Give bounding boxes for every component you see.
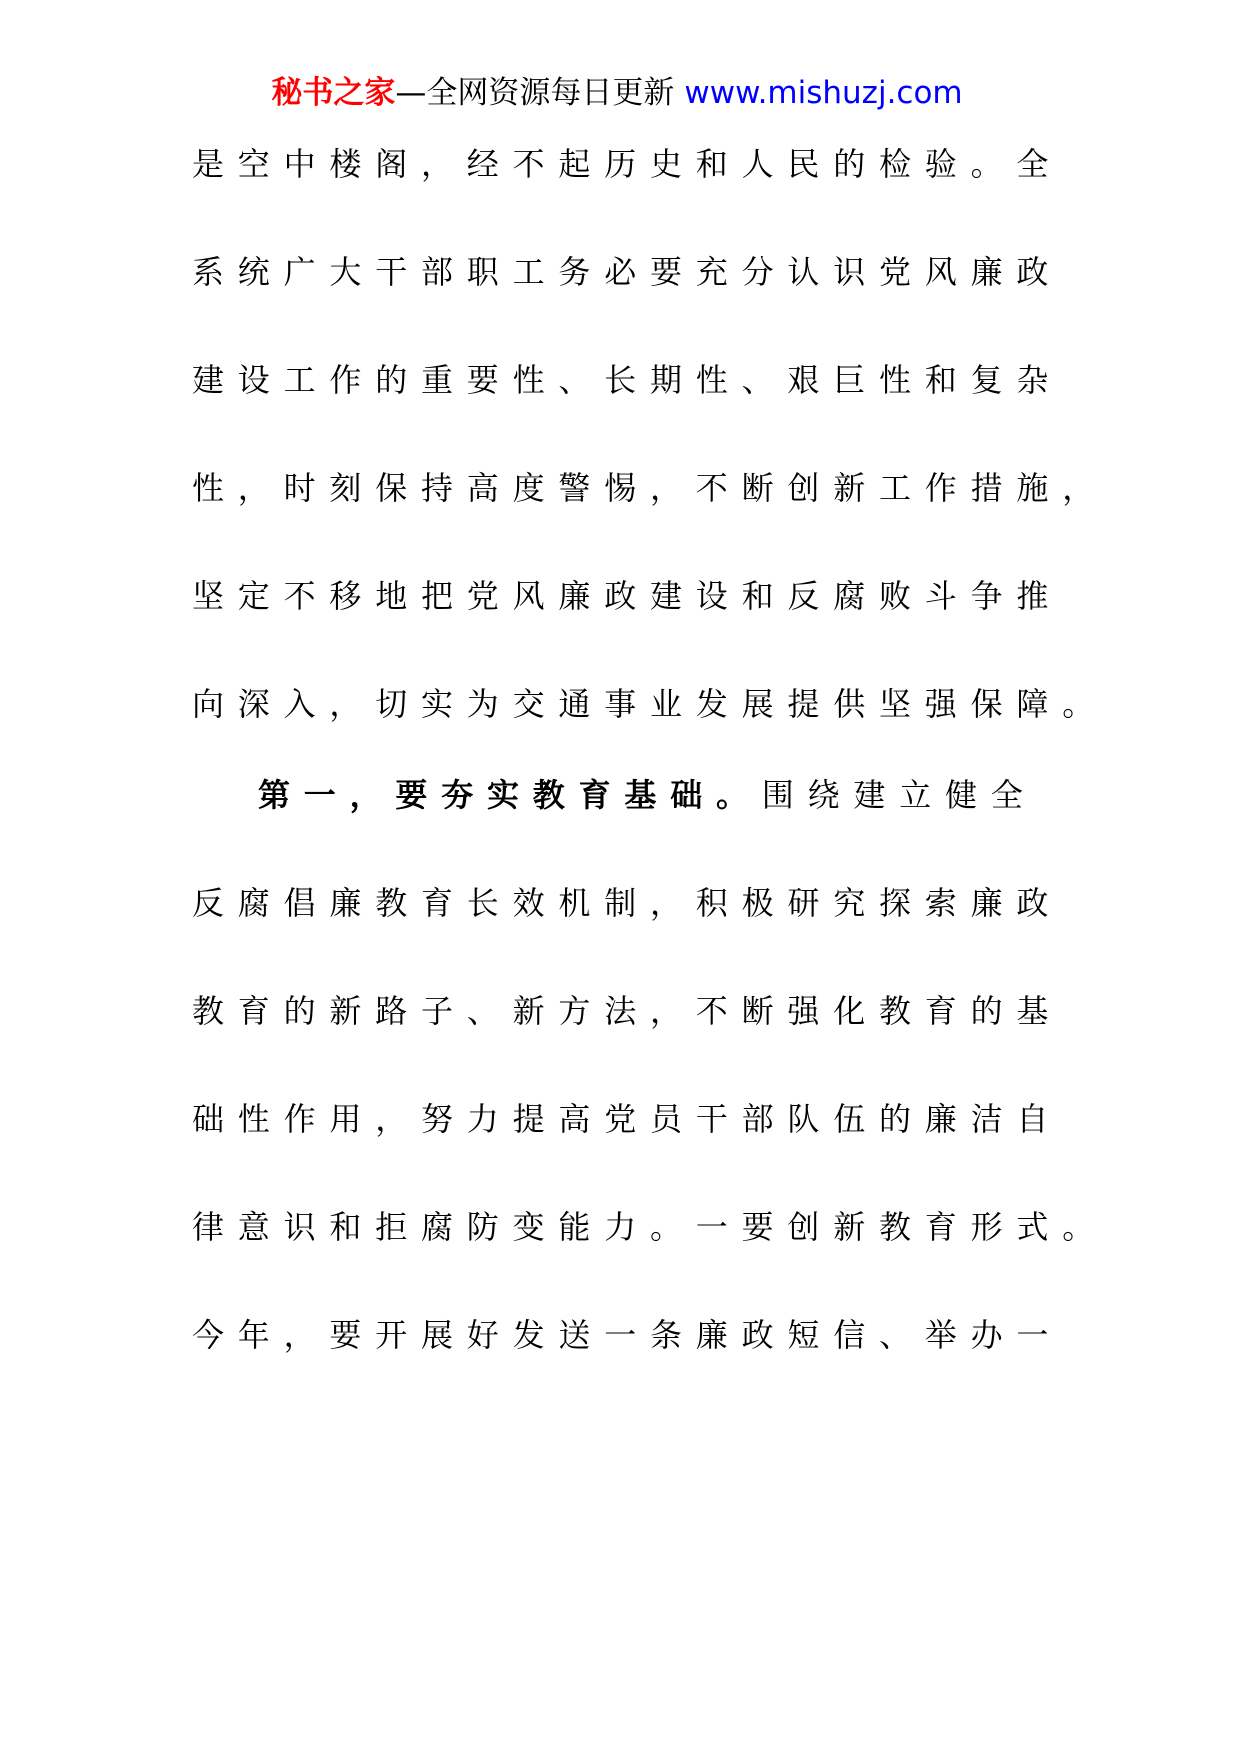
- paragraph-line: 律意识和拒腐防变能力。一要创新教育形式。: [192, 1208, 1109, 1246]
- header-url[interactable]: www.mishuzj.com: [684, 75, 963, 111]
- paragraph-line: 础性作用，努力提高党员干部队伍的廉洁自: [192, 1100, 1063, 1138]
- paragraph-line: 坚定不移地把党风廉政建设和反腐败斗争推: [192, 577, 1063, 615]
- paragraph-line: 今年，要开展好发送一条廉政短信、举办一: [192, 1316, 1063, 1354]
- section-first-line-text: 围绕建立健全: [761, 776, 1037, 814]
- paragraph-line: 向深入，切实为交通事业发展提供坚强保障。: [192, 685, 1109, 723]
- paragraph-line: 系统广大干部职工务必要充分认识党风廉政: [192, 253, 1063, 291]
- header-slogan: —全网资源每日更新: [395, 75, 675, 111]
- section-first-line: [258, 773, 1037, 817]
- paragraph-line: 性，时刻保持高度警惕，不断创新工作措施，: [192, 469, 1109, 507]
- paragraph-line: 建设工作的重要性、长期性、艰巨性和复杂: [192, 361, 1063, 399]
- brand-name: 秘书之家: [271, 75, 396, 111]
- section-heading: 第一，要夯实教育基础。: [258, 776, 762, 814]
- paragraph-line: 教育的新路子、新方法，不断强化教育的基: [192, 992, 1063, 1030]
- paragraph-line: 反腐倡廉教育长效机制，积极研究探索廉政: [192, 884, 1063, 922]
- paragraph-line: 是空中楼阁，经不起历史和人民的检验。全: [192, 145, 1063, 183]
- page-header: [0, 70, 1234, 116]
